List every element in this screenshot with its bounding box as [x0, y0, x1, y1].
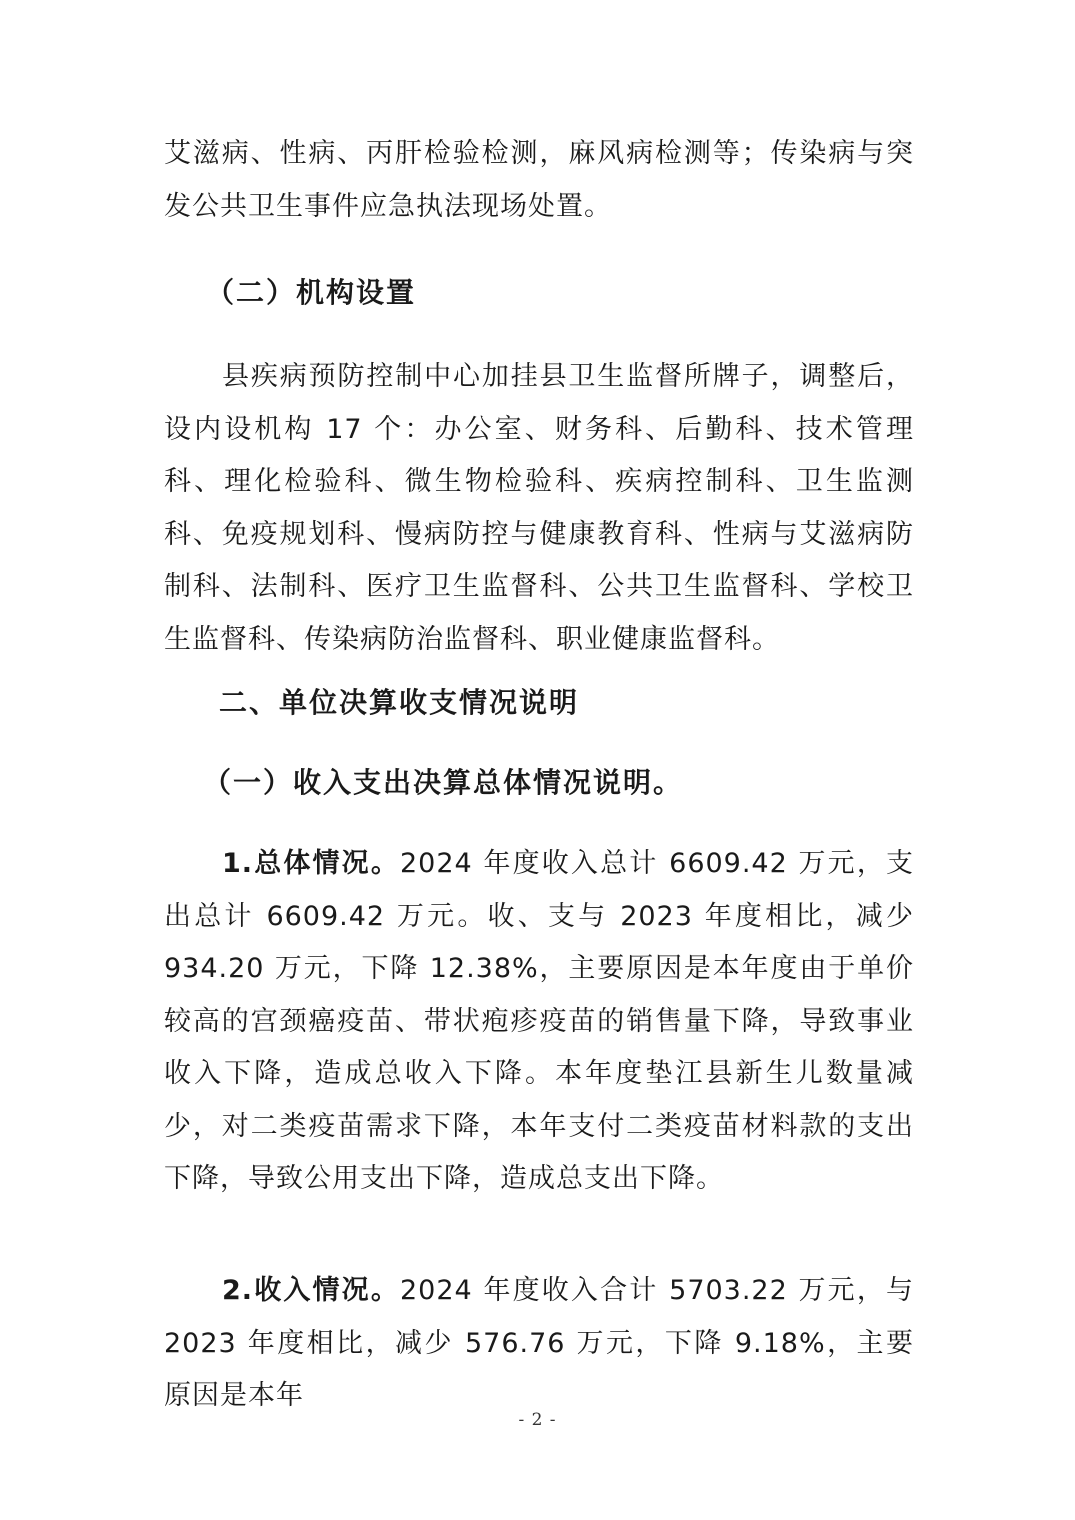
heading-overall-situation: （一）收入支出决算总体情况说明。 — [203, 766, 684, 799]
heading-org-structure: （二）机构设置 — [206, 276, 417, 309]
paragraph-body-overall: 2024 年度收入总计 6609.42 万元，支出总计 6609.42 万元。收、支与 2023 年度相比，减少 934.20 万元，下降 12.38%，主要原因是本年度由于单价较高的宫颈癌疫苗、带状疱疹疫苗的销售量下降，导致事业收入下降，造成总收入下降。本年度垫江县新生儿数量减少，对二类疫苗需求下降，本年支付二类疫苗材料款的支出下降，导致公用支出下降，造成总支出下降。 — [164, 848, 914, 1194]
page-number: - 2 - — [518, 1410, 557, 1430]
paragraph-lead-overall: 1.总体情况。 — [222, 848, 400, 879]
paragraph-overall-situation — [164, 838, 914, 1206]
paragraph-body-income: 2024 年度收入合计 5703.22 万元，与 2023 年度相比，减少 576.76 万元，下降 9.18%，主要原因是本年 — [164, 1275, 914, 1411]
paragraph-lead-income: 2.收入情况。 — [222, 1275, 400, 1306]
paragraph-responsibilities-continued: 艾滋病、性病、丙肝检验检测，麻风病检测等；传染病与突发公共卫生事件应急执法现场处置。 — [164, 138, 914, 222]
paragraph-org-structure: 县疾病预防控制中心加挂县卫生监督所牌子，调整后，设内设机构 17 个：办公室、财务科、后勤科、技术管理科、理化检验科、微生物检验科、疾病控制科、卫生监测科、免疫规划科、慢病防控与健康教育科、性病与艾滋病防制科、法制科、医疗卫生监督科、公共卫生监督科、学校卫生监督科、传染病防治监督科、职业健康监督科。 — [164, 361, 914, 655]
heading-section-two: 二、单位决算收支情况说明 — [219, 686, 580, 719]
paragraph-income-situation — [164, 1265, 914, 1423]
